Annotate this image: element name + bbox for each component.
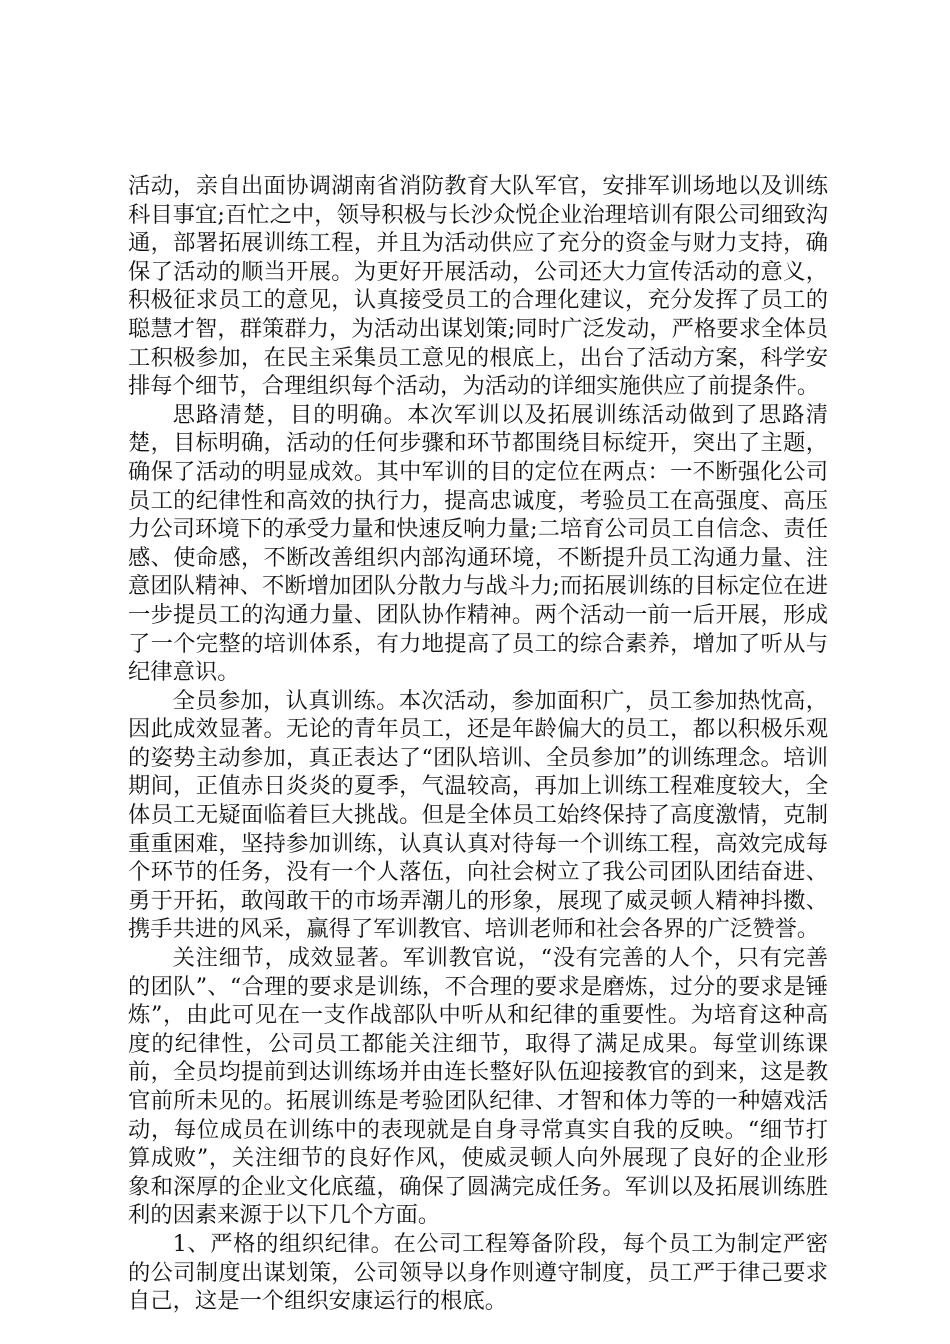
paragraph-strict-discipline: 1、严格的组织纪律。在公司工程筹备阶段，每个员工为制定严密的公司制度出谋划策，公司领导以身作则遵守制度，员工严于律己要求自己，这是一个组织安康运行的根底。 [128,1230,828,1315]
paragraph-attention-to-detail: 关注细节，成效显著。军训教官说，“没有完善的人个，只有完善的团队”、“合理的要求是训练，不合理的要求是磨炼，过分的要求是锤炼”，由此可见在一支作战部队中听从和纪律的重要性。为培育这种高度的纪律性，公司员工都能关注细节，取得了满足成果。每堂训练课前，全员均提前到达训练场并由连长整好队伍迎接教官的到来，这是教官前所未见的。拓展训练是考验团队纪律、才智和体力等的一种嬉戏活动，每位成员在训练中的表现就是自身寻常真实自我的反映。“细节打算成败”，关注细节的良好作风，使威灵顿人向外展现了良好的企业形象和深厚的企业文化底蕴，确保了圆满完成任务。军训以及拓展训练胜利的因素来源于以下几个方面。 [128,945,828,1229]
document-body [128,172,828,1316]
paragraph-clear-thinking: 思路清楚，目的明确。本次军训以及拓展训练活动做到了思路清楚，目标明确，活动的任何步骤和环节都围绕目标绽开，突出了主题，确保了活动的明显成效。其中军训的目的定位在两点：一不断强化公司员工的纪律性和高效的执行力，提高忠诚度，考验员工在高强度、高压力公司环境下的承受力量和快速反响力量;二培育公司员工自信念、责任感、使命感，不断改善组织内部沟通环境，不断提升员工沟通力量、注意团队精神、不断增加团队分散力与战斗力;而拓展训练的目标定位在进一步提员工的沟通力量、团队协作精神。两个活动一前一后开展，形成了一个完整的培训体系，有力地提高了员工的综合素养，增加了听从与纪律意识。 [128,401,828,686]
paragraph-full-participation: 全员参加，认真训练。本次活动，参加面积广，员工参加热忱高，因此成效显著。无论的青年员工，还是年龄偏大的员工，都以积极乐观的姿势主动参加，真正表达了“团队培训、全员参加”的训练理念。培训期间，正值赤日炎炎的夏季，气温较高，再加上训练工程难度较大，全体员工无疑面临着巨大挑战。但是全体员工始终保持了高度激情，克制重重困难，坚持参加训练，认真认真对待每一个训练工程，高效完成每个环节的任务，没有一个人落伍，向社会树立了我公司团队团结奋进、勇于开拓，敢闯敢干的市场弄潮儿的形象，展现了威灵顿人精神抖擞、携手共进的风采，赢得了军训教官、培训老师和社会各界的广泛赞誉。 [128,687,828,943]
paragraph-continuation: 活动，亲自出面协调湖南省消防教育大队军官，安排军训场地以及训练科目事宜;百忙之中，领导积极与长沙众悦企业治理培训有限公司细致沟通，部署拓展训练工程，并且为活动供应了充分的资金与财力支持，确保了活动的顺当开展。为更好开展活动，公司还大力宣传活动的意义，积极征求员工的意见，认真接受员工的合理化建议，充分发挥了员工的聪慧才智，群策群力，为活动出谋划策;同时广泛发动，严格要求全体员工积极参加，在民主采集员工意见的根底上，出台了活动方案，科学安排每个细节，合理组织每个活动，为活动的详细实施供应了前提条件。 [128,173,828,400]
